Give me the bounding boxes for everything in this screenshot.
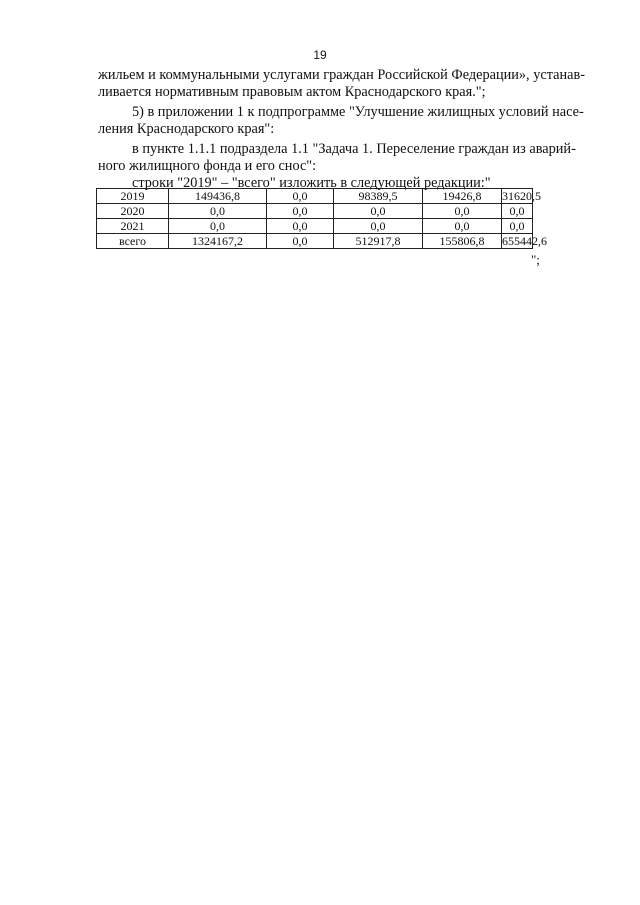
paragraph-line: ливается нормативным правовым актом Краснодарского края."; (98, 84, 486, 100)
table-cell: 1324167,2 (169, 234, 267, 249)
table-cell: 2019 (97, 189, 169, 204)
paragraph-line: в пункте 1.1.1 подраздела 1.1 "Задача 1. Переселение граждан из аварий- (132, 141, 576, 157)
paragraph-line: жильем и коммунальными услугами граждан Российской Федерации», устанав- (98, 67, 585, 83)
table-cell: 0,0 (267, 204, 334, 219)
table-cell: 149436,8 (169, 189, 267, 204)
table-cell: 0,0 (423, 204, 502, 219)
paragraph-2 (98, 104, 610, 138)
table-cell: 0,0 (267, 219, 334, 234)
data-table (96, 188, 547, 249)
paragraph-line: строки "2019" – "всего" изложить в следующей редакции:" (132, 175, 491, 191)
table-cell: 0,0 (169, 219, 267, 234)
paragraph-1 (98, 67, 610, 101)
closing-quote-mark: "; (531, 252, 540, 267)
table-cell: 19426,8 (423, 189, 502, 204)
table-cell: 0,0 (169, 204, 267, 219)
data-table-wrapper (96, 188, 547, 249)
paragraph-line: ного жилищного фонда и его снос": (98, 158, 317, 174)
table-cell: всего (97, 234, 169, 249)
table-cell: 155806,8 (423, 234, 502, 249)
table-row (97, 189, 533, 204)
table-cell: 0,0 (267, 189, 334, 204)
table-cell: 512917,8 (334, 234, 423, 249)
table-cell: 2021 (97, 219, 169, 234)
table-cell: 0,0 (267, 234, 334, 249)
table-row (97, 234, 533, 249)
table-cell: 0,0 (334, 204, 423, 219)
paragraph-3 (98, 141, 610, 175)
table-cell: 31620,5 (502, 188, 541, 203)
table-row (97, 204, 533, 219)
table-cell: 0,0 (423, 219, 502, 234)
table-cell: 655442,6 (502, 233, 547, 248)
paragraph-line: 5) в приложении 1 к подпрограмме "Улучшение жилищных условий насе- (132, 104, 584, 120)
paragraph-line: ления Краснодарского края": (98, 121, 275, 137)
table-row (97, 219, 533, 234)
document-body (98, 67, 610, 192)
table-cell: 2020 (97, 204, 169, 219)
table-cell: 0,0 (334, 219, 423, 234)
table-cell: 98389,5 (334, 189, 423, 204)
page-number: 19 (313, 48, 327, 62)
table-cell: 0,0 (502, 219, 533, 234)
table-cell: 0,0 (502, 204, 533, 219)
